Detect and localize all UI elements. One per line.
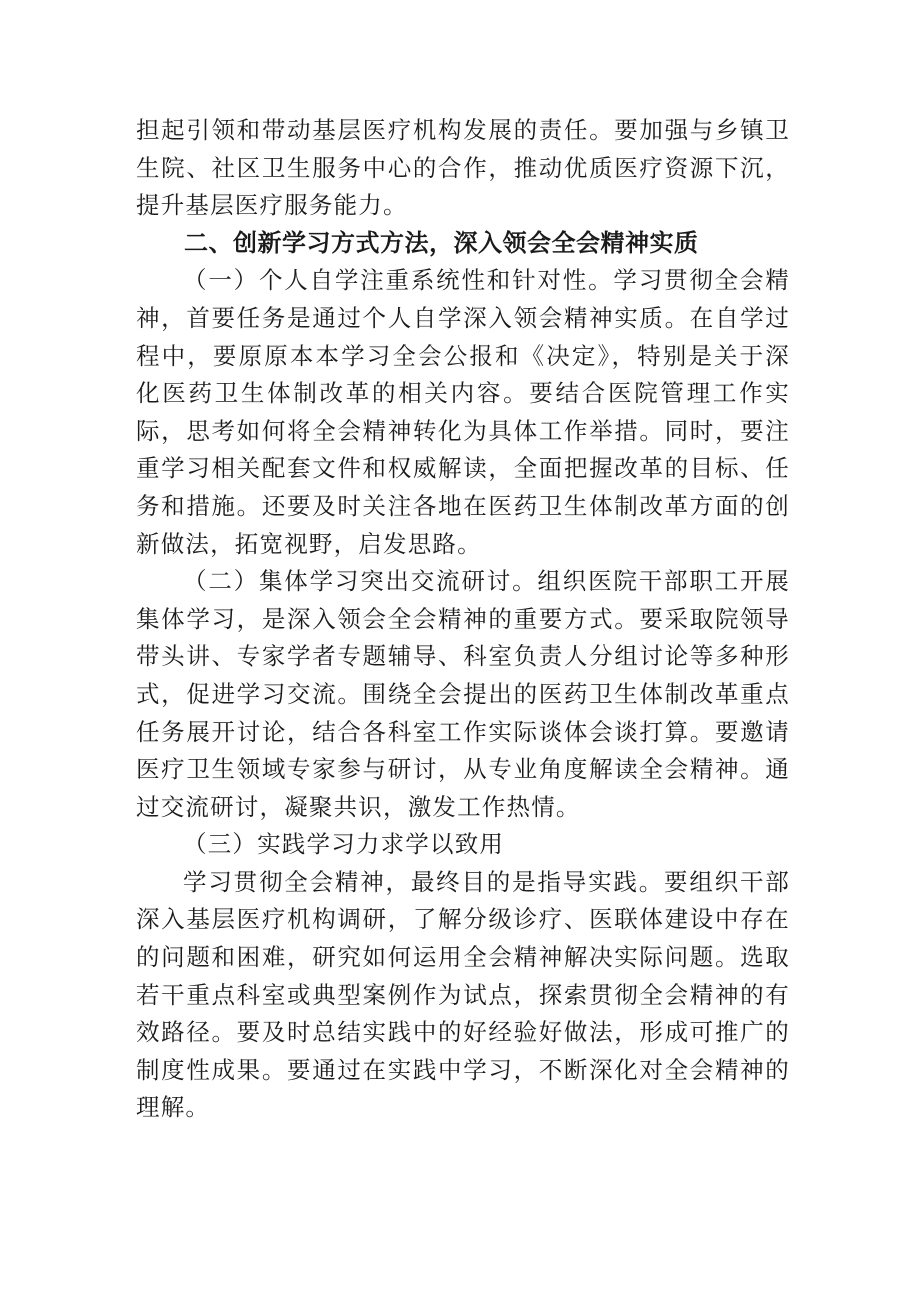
subsection-heading-practice: （三）实践学习力求学以致用 (183, 830, 505, 859)
document-body (136, 112, 790, 1127)
paragraph-individual-study: （一）个人自学注重系统性和针对性。学习贯彻全会精神，首要任务是通过个人自学深入领会精神实质。在自学过程中，要原原本本学习全会公报和《决定》，特别是关于深化医药卫生体制改革的相关内容。要结合医院管理工作实际，思考如何将全会精神转化为具体工作举措。同时，要注重学习相关配套文件和权威解读，全面把握改革的目标、任务和措施。还要及时关注各地在医药卫生体制改革方面的创新做法，拓宽视野，启发思路。 (136, 266, 790, 558)
section-heading: 二、创新学习方式方法，深入领会全会精神实质 (184, 228, 699, 257)
paragraph-group-study: （二）集体学习突出交流研讨。组织医院干部职工开展集体学习，是深入领会全会精神的重要方式。要采取院领导带头讲、专家学者专题辅导、科室负责人分组讨论等多种形式，促进学习交流。围绕全会提出的医药卫生体制改革重点任务展开讨论，结合各科室工作实际谈体会谈打算。要邀请医疗卫生领域专家参与研讨，从专业角度解读全会精神。通过交流研讨，凝聚共识，激发工作热情。 (136, 567, 790, 821)
paragraph-practice-study: 学习贯彻全会精神，最终目的是指导实践。要组织干部深入基层医疗机构调研，了解分级诊疗、医联体建设中存在的问题和困难，研究如何运用全会精神解决实际问题。选取若干重点科室或典型案例作为试点，探索贯彻全会精神的有效路径。要及时总结实践中的好经验好做法，形成可推广的制度性成果。要通过在实践中学习，不断深化对全会精神的理解。 (136, 867, 790, 1122)
paragraph-continuation: 担起引领和带动基层医疗机构发展的责任。要加强与乡镇卫生院、社区卫生服务中心的合作，推动优质医疗资源下沉，提升基层医疗服务能力。 (136, 116, 790, 220)
